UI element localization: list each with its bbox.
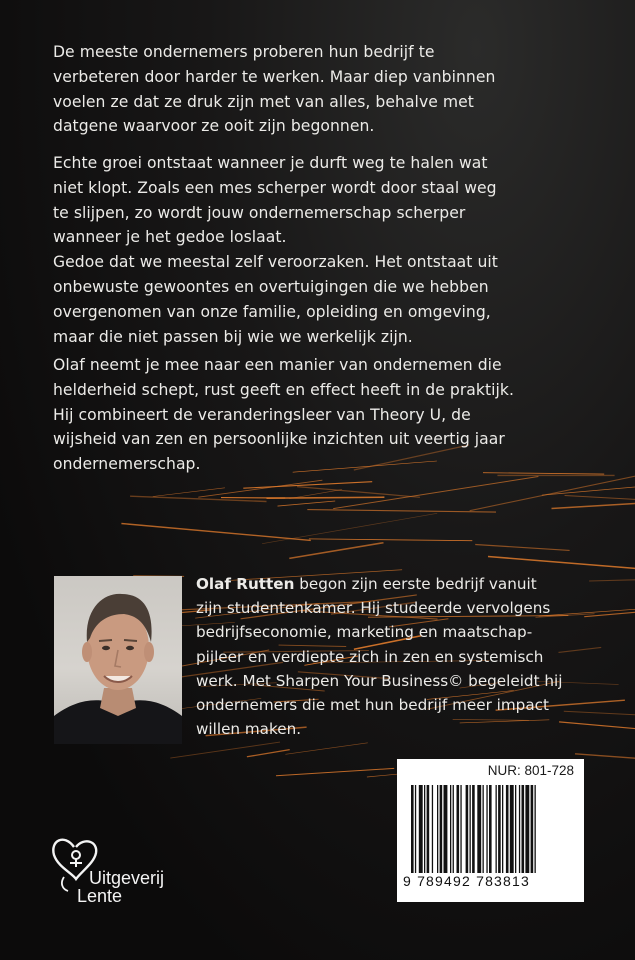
author-bio-line: begon zijn eerste bedrijf vanuit <box>294 575 537 593</box>
barcode-bars <box>411 785 571 873</box>
blurb-paragraph-1: De meeste ondernemers proberen hun bedrijf te verbeteren door harder te werken. Maar diep vanbinnen voelen ze dat ze druk zijn met van alles, behalve met datgene waarvoor ze ooit zijn begonnen. <box>53 43 496 136</box>
isbn-number: 9 789492 783813 <box>403 873 530 889</box>
barcode-bar <box>470 785 471 873</box>
spark-streak <box>278 501 336 506</box>
barcode-bar <box>424 785 425 873</box>
barcode-bar <box>472 785 475 873</box>
barcode-bar <box>437 785 438 873</box>
spark-streak <box>247 750 290 757</box>
barcode-bar <box>496 785 497 873</box>
barcode-bar <box>502 785 503 873</box>
author-name: Olaf Rutten <box>196 575 295 593</box>
barcode-bar <box>444 785 448 873</box>
publisher-logo <box>50 833 200 913</box>
barcode-bar <box>506 785 509 873</box>
publisher-name-line-2: Lente <box>77 886 123 906</box>
barcode-bar <box>531 785 534 873</box>
spark-streak <box>121 524 310 541</box>
barcode-bar <box>525 785 529 873</box>
barcode-bar <box>419 785 423 873</box>
author-bio-line: pijleer en verdiepte zich in zen en systemisch <box>196 647 544 666</box>
barcode-bar <box>522 785 525 873</box>
barcode-bar <box>519 785 520 873</box>
barcode-bar <box>411 785 414 873</box>
author-bio-line: willen maken. <box>196 720 302 739</box>
spark-streak <box>565 496 635 501</box>
spark-streak <box>289 543 383 559</box>
spark-streak <box>285 743 367 755</box>
barcode-bar <box>457 785 460 873</box>
nur-code: NUR: 801-728 <box>487 763 574 778</box>
author-bio <box>196 572 616 741</box>
spark-streak <box>475 545 569 551</box>
barcode-bar <box>453 785 454 873</box>
spark-streak <box>267 497 385 498</box>
spark-streak <box>307 510 496 512</box>
author-bio-line: bedrijfseconomie, marketing en maatschap- <box>196 623 533 642</box>
barcode-bar <box>415 785 416 873</box>
barcode-panel <box>397 759 584 902</box>
spark-streak <box>170 742 280 758</box>
author-bio-line: werk. Met Sharpen Your Business© begeleidt hij <box>196 671 563 690</box>
barcode-bar <box>535 785 536 873</box>
author-bio-line: zijn studentenkamer. Hij studeerde vervolgens <box>196 599 551 618</box>
barcode-bar <box>515 785 516 873</box>
publisher-name-line-1: Uitgeverij <box>89 868 165 888</box>
spark-streak <box>309 539 472 541</box>
blurb-paragraph-2: Echte groei ontstaat wanneer je durft weg te halen wat niet klopt. Zoals een mes scherper wordt door staal weg te slijpen, zo wordt jouw ondernemerschap scherper wanneer je het gedoe loslaat. Gedoe dat we meestal zelf veroorzaken. Het ontstaat uit onbewuste gewoontes en overtuigingen die we hebben overgenomen van onze familie, opleiding en omgeving, maar die niet passen bij wie we werkelijk zijn. <box>53 154 498 346</box>
barcode-bar <box>460 785 461 873</box>
spark-streak <box>276 768 394 775</box>
barcode-bar <box>427 785 430 873</box>
barcode-bar <box>510 785 514 873</box>
spark-streak <box>488 557 635 573</box>
spark-streak <box>552 499 635 509</box>
blurb-paragraph-3: Olaf neemt je mee naar een manier van ondernemen die helderheid schept, rust geeft en effect heeft in de praktijk. Hij combineert de veranderingsleer van Theory U, de wijsheid van zen en persoonlijke inzichten uit veertig jaar ondernemerschap. <box>53 356 515 474</box>
barcode-bar <box>450 785 451 873</box>
author-photo <box>54 576 182 744</box>
barcode-bar <box>489 785 492 873</box>
barcode-bar <box>440 785 443 873</box>
barcode-bar <box>466 785 469 873</box>
spark-streak <box>575 754 635 762</box>
barcode-bar <box>483 785 484 873</box>
barcode-bar <box>477 785 481 873</box>
barcode-bar <box>498 785 501 873</box>
barcode-bar <box>486 785 487 873</box>
barcode-bar <box>432 785 433 873</box>
author-bio-line: ondernemers die met hun bedrijf meer impact <box>196 696 549 715</box>
spark-streak <box>297 487 420 498</box>
